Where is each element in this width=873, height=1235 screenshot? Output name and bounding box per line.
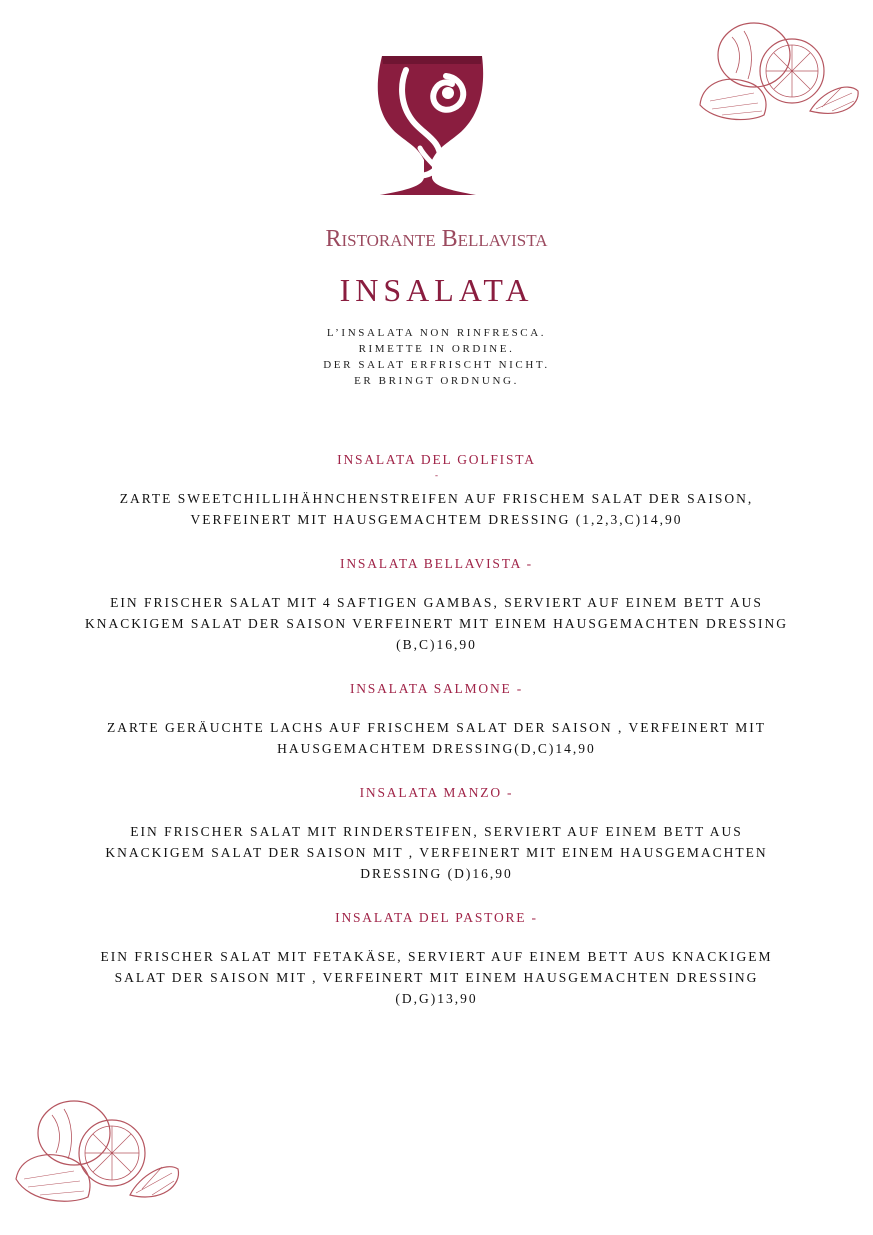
dish-description-line: VERFEINERT MIT HAUSGEMACHTEM DRESSING (1,2,3,C)14,90 <box>190 512 683 527</box>
intro-line: L’INSALATA NON RINFRESCA. <box>326 327 547 339</box>
menu-item <box>20 450 853 530</box>
dish-description-line: KNACKIGEM SALAT DER SAISON MIT , VERFEINERT MIT EINEM HAUSGEMACHTEN <box>105 845 768 860</box>
salad-menu <box>20 450 853 1033</box>
intro-text <box>0 325 873 389</box>
dish-description-line: EIN FRISCHER SALAT MIT 4 SAFTIGEN GAMBAS, SERVIERT AUF EINEM BETT AUS <box>110 595 763 610</box>
dish-description <box>20 488 853 530</box>
dish-name: INSALATA DEL GOLFISTA <box>337 452 536 467</box>
intro-line: RIMETTE IN ORDINE. <box>358 343 515 355</box>
dish-description-line: SALAT DER SAISON MIT , VERFEINERT MIT EINEM HAUSGEMACHTEN DRESSING <box>114 970 759 985</box>
page-title: INSALATA <box>339 272 534 308</box>
dish-name: INSALATA MANZO - <box>359 785 514 800</box>
intro-line: ER BRINGT ORDNUNG. <box>354 375 519 387</box>
dish-description-line: ZARTE GERÄUCHTE LACHS AUF FRISCHEM SALAT DER SAISON , VERFEINERT MIT <box>106 720 767 735</box>
dish-description-line: KNACKIGEM SALAT DER SAISON VERFEINERT MIT EINEM HAUSGEMACHTEN DRESSING <box>85 616 788 631</box>
menu-item <box>20 908 853 1009</box>
restaurant-name: Ristorante Bellavista <box>325 226 548 252</box>
intro-line: DER SALAT ERFRISCHT NICHT. <box>323 359 550 371</box>
dish-description-line: EIN FRISCHER SALAT MIT RINDERSTEIFEN, SERVIERT AUF EINEM BETT AUS <box>130 824 743 839</box>
dish-description <box>20 821 853 884</box>
wine-glass-logo-icon <box>360 48 500 203</box>
dish-description <box>20 946 853 1009</box>
dish-name: INSALATA DEL PASTORE - <box>335 910 538 925</box>
dish-description-line: (B,C)16,90 <box>396 637 477 652</box>
dish-description <box>20 592 853 655</box>
menu-item <box>20 554 853 655</box>
dish-separator: - <box>435 470 438 480</box>
dish-description-line: DRESSING (D)16,90 <box>360 866 513 881</box>
dish-description-line: HAUSGEMACHTEM DRESSING(D,C)14,90 <box>277 741 596 756</box>
dish-description-line: ZARTE SWEETCHILLIHÄHNCHENSTREIFEN AUF FRISCHEM SALAT DER SAISON, <box>119 491 754 506</box>
lemon-sketch-icon <box>692 15 862 125</box>
dish-description <box>20 717 853 759</box>
dish-description-line: (D,G)13,90 <box>395 991 478 1006</box>
dish-name: INSALATA SALMONE - <box>349 681 524 696</box>
lemon-sketch-icon <box>12 1095 182 1210</box>
menu-item <box>20 783 853 884</box>
dish-name: INSALATA BELLAVISTA - <box>340 556 533 571</box>
menu-item <box>20 679 853 759</box>
dish-description-line: EIN FRISCHER SALAT MIT FETAKÄSE, SERVIERT AUF EINEM BETT AUS KNACKIGEM <box>100 949 773 964</box>
